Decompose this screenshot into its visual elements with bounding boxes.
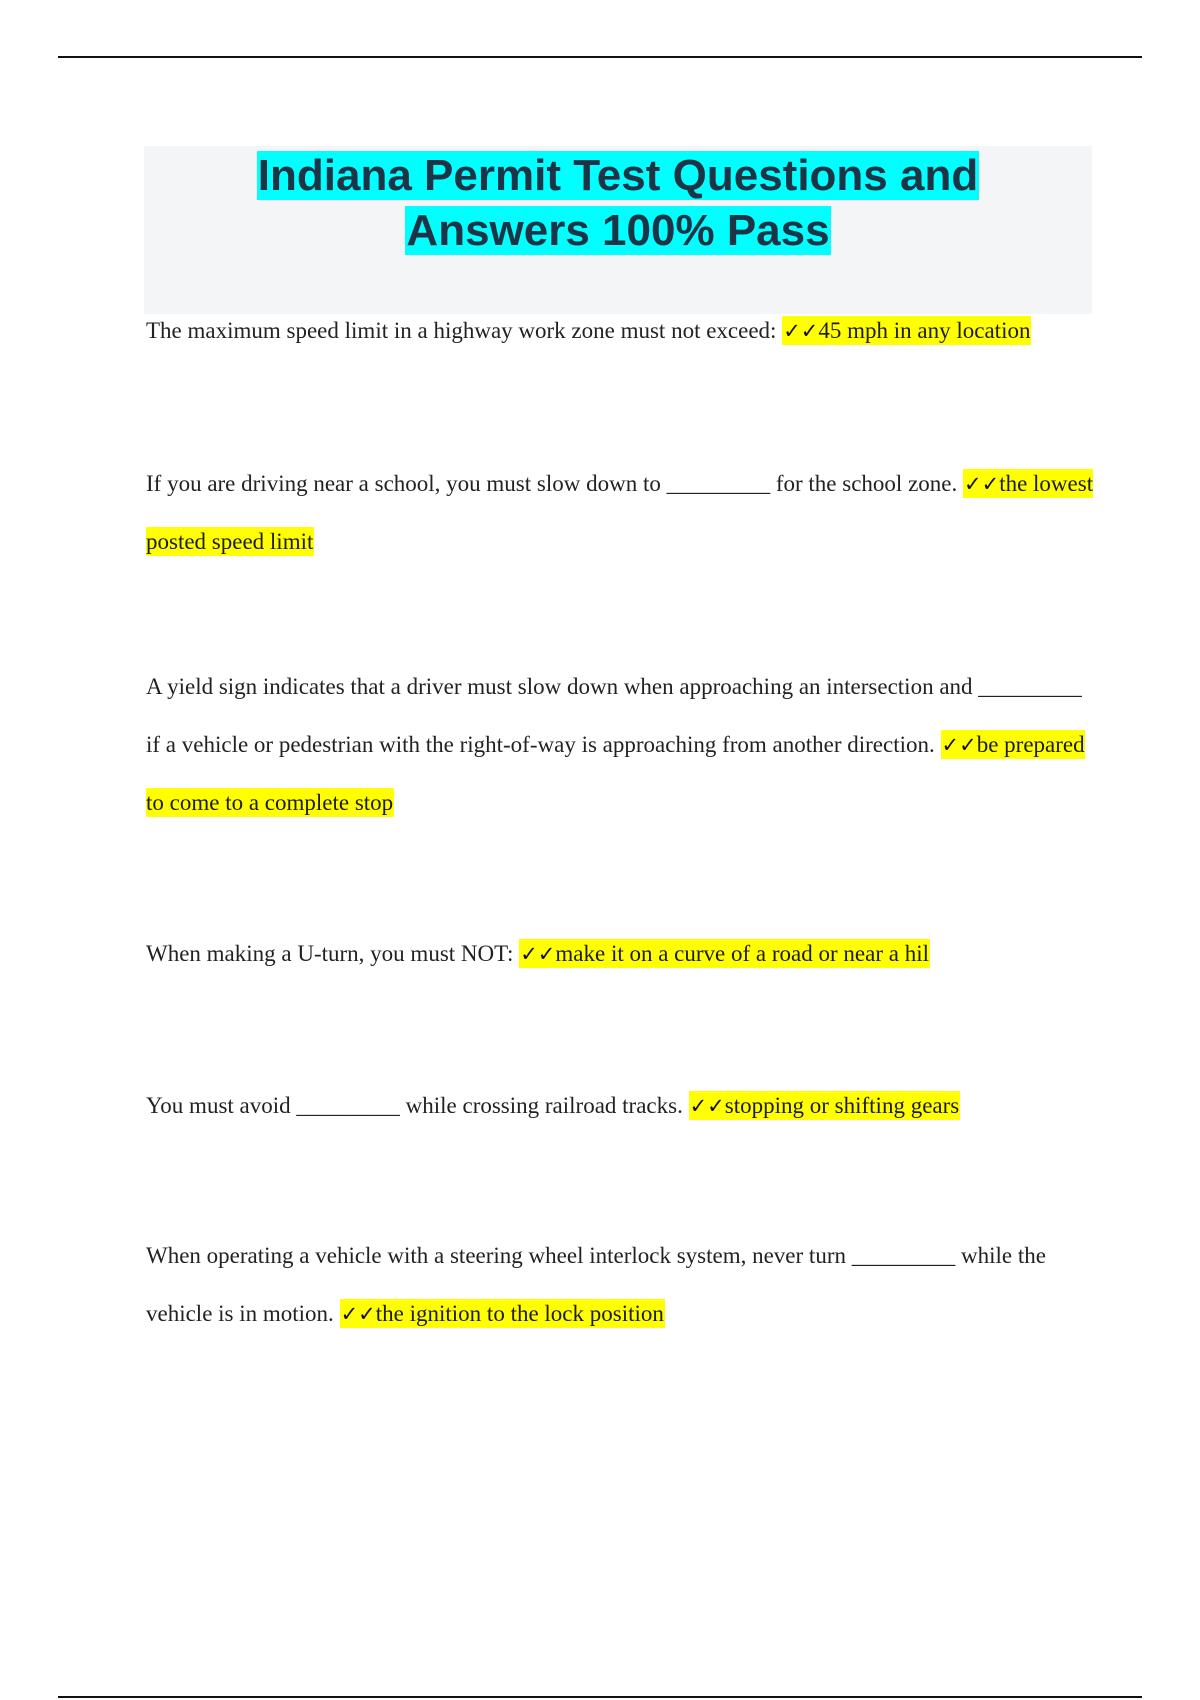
answer-highlight bbox=[340, 1299, 665, 1328]
title-line-1: Indiana Permit Test Questions and bbox=[257, 151, 979, 200]
answer-text: the lowest posted speed limit bbox=[146, 471, 1094, 554]
answer-text: stopping or shifting gears bbox=[724, 1093, 960, 1118]
double-check-icon: ✓✓ bbox=[340, 1302, 376, 1326]
answer-highlight bbox=[519, 939, 930, 968]
title-line-2: Answers 100% Pass bbox=[406, 206, 830, 255]
question-text: When making a U-turn, you must NOT: bbox=[146, 941, 520, 966]
qa-item bbox=[146, 302, 1096, 360]
qa-item bbox=[146, 1077, 1096, 1135]
answer-text: be prepared to come to a complete stop bbox=[146, 732, 1085, 815]
top-rule bbox=[58, 56, 1142, 58]
double-check-icon: ✓✓ bbox=[941, 733, 977, 757]
qa-item bbox=[146, 455, 1096, 571]
double-check-icon: ✓✓ bbox=[783, 319, 819, 343]
question-text: You must avoid _________ while crossing railroad tracks. bbox=[146, 1093, 689, 1118]
answer-highlight bbox=[782, 316, 1031, 345]
title-banner bbox=[144, 146, 1092, 314]
qa-item bbox=[146, 658, 1096, 832]
question-text: When operating a vehicle with a steering wheel interlock system, never turn _________ while the vehicle is in motion. bbox=[146, 1243, 1046, 1326]
qa-item bbox=[146, 925, 1096, 983]
double-check-icon: ✓✓ bbox=[963, 472, 1000, 496]
answer-text: 45 mph in any location bbox=[818, 318, 1031, 343]
double-check-icon: ✓✓ bbox=[520, 942, 556, 966]
answer-text: make it on a curve of a road or near a hil bbox=[555, 941, 929, 966]
qa-item bbox=[146, 1227, 1096, 1343]
answer-highlight bbox=[689, 1091, 961, 1120]
bottom-rule bbox=[58, 1696, 1142, 1698]
document-title bbox=[144, 146, 1092, 258]
question-text: If you are driving near a school, you must slow down to _________ for the school zone. bbox=[146, 471, 963, 496]
question-text: The maximum speed limit in a highway work zone must not exceed: bbox=[146, 318, 783, 343]
answer-text: the ignition to the lock position bbox=[375, 1301, 664, 1326]
question-text: A yield sign indicates that a driver must slow down when approaching an intersection and _________ if a vehicle or pedestrian with the right-of-way is approaching from another direction. bbox=[146, 674, 1082, 757]
double-check-icon: ✓✓ bbox=[689, 1094, 725, 1118]
